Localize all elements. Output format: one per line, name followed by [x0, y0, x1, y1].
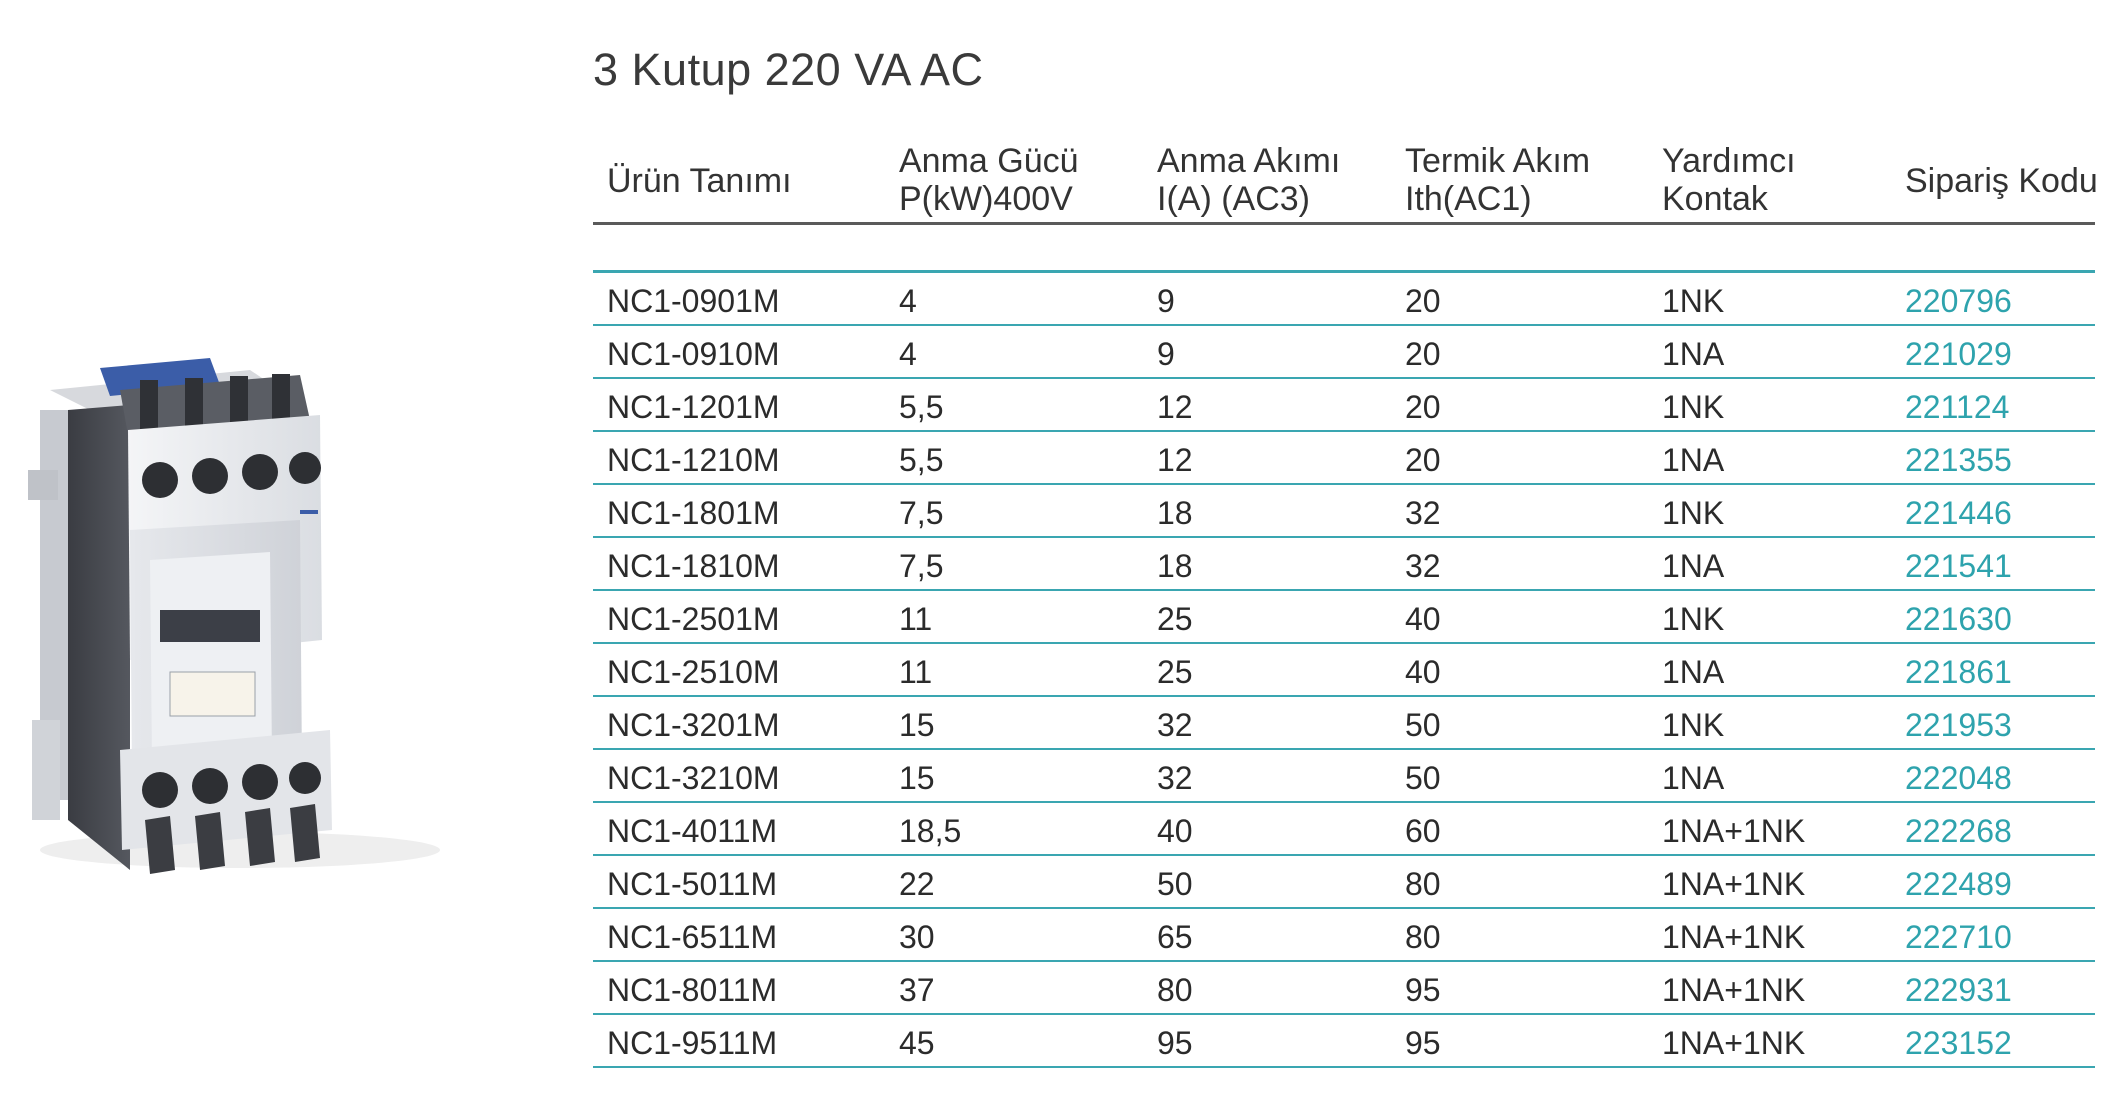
cell-siparis-kodu[interactable]: 220796 [1905, 283, 2012, 319]
cell-siparis-kodu[interactable]: 221953 [1905, 707, 2012, 743]
cell-anma-gucu: 5,5 [899, 389, 944, 425]
cell-termik-akim: 80 [1405, 866, 1441, 902]
cell-termik-akim: 50 [1405, 760, 1441, 796]
header-label-line1: Anma Akımı [1157, 142, 1341, 180]
cell-anma-gucu: 11 [899, 654, 933, 690]
cell-urun-tanimi: NC1-4011M [607, 813, 778, 849]
cell-anma-akimi: 65 [1157, 919, 1193, 955]
cell-siparis-kodu[interactable]: 221446 [1905, 495, 2012, 531]
header-anma-akimi [1157, 142, 1340, 218]
cell-siparis-kodu[interactable]: 223152 [1905, 1025, 2012, 1061]
cell-anma-akimi: 9 [1157, 336, 1175, 372]
cell-anma-akimi: 95 [1157, 1025, 1193, 1061]
cell-yardimci-kontak: 1NA [1662, 654, 1725, 690]
header-yardimci-kontak [1662, 142, 1796, 218]
cell-urun-tanimi: NC1-1210M [607, 442, 780, 478]
cell-urun-tanimi: NC1-6511M [607, 919, 778, 955]
header-label-line2: I(A) (AC3) [1157, 180, 1310, 218]
table-row [593, 909, 2095, 962]
table-row [593, 485, 2095, 538]
cell-yardimci-kontak: 1NA+1NK [1662, 919, 1806, 955]
table-row [593, 962, 2095, 1015]
cell-termik-akim: 60 [1405, 813, 1441, 849]
cell-anma-gucu: 5,5 [899, 442, 944, 478]
cell-anma-akimi: 80 [1157, 972, 1193, 1008]
cell-termik-akim: 95 [1405, 972, 1441, 1008]
cell-anma-akimi: 25 [1157, 601, 1193, 637]
table-row [593, 697, 2095, 750]
cell-anma-akimi: 18 [1157, 495, 1193, 531]
cell-anma-gucu: 37 [899, 972, 935, 1008]
cell-termik-akim: 80 [1405, 919, 1441, 955]
cell-urun-tanimi: NC1-3201M [607, 707, 780, 743]
header-label: Sipariş Kodu [1905, 162, 2098, 200]
cell-yardimci-kontak: 1NK [1662, 283, 1725, 319]
header-label: Ürün Tanımı [607, 162, 792, 200]
cell-anma-akimi: 32 [1157, 707, 1193, 743]
cell-anma-akimi: 25 [1157, 654, 1193, 690]
cell-siparis-kodu[interactable]: 222931 [1905, 972, 2012, 1008]
header-label-line1: Termik Akım [1405, 142, 1591, 180]
cell-termik-akim: 20 [1405, 389, 1441, 425]
header-label-line1: Anma Gücü [899, 142, 1079, 180]
cell-siparis-kodu[interactable]: 221541 [1905, 548, 2012, 584]
cell-termik-akim: 20 [1405, 283, 1441, 319]
cell-yardimci-kontak: 1NK [1662, 389, 1725, 425]
table-row [593, 379, 2095, 432]
cell-anma-gucu: 7,5 [899, 548, 944, 584]
cell-urun-tanimi: NC1-8011M [607, 972, 778, 1008]
table-row [593, 803, 2095, 856]
cell-siparis-kodu[interactable]: 222268 [1905, 813, 2012, 849]
cell-urun-tanimi: NC1-1201M [607, 389, 780, 425]
header-anma-gucu [899, 142, 1079, 218]
cell-urun-tanimi: NC1-0910M [607, 336, 780, 372]
cell-siparis-kodu[interactable]: 221630 [1905, 601, 2012, 637]
header-label-line2: P(kW)400V [899, 180, 1073, 218]
cell-anma-gucu: 7,5 [899, 495, 944, 531]
cell-siparis-kodu[interactable]: 221124 [1905, 389, 2010, 425]
table-row [593, 273, 2095, 326]
cell-anma-gucu: 15 [899, 707, 935, 743]
header-label-line2: Ith(AC1) [1405, 180, 1532, 218]
cell-urun-tanimi: NC1-2510M [607, 654, 780, 690]
table-row [593, 1015, 2095, 1068]
table-row [593, 644, 2095, 697]
header-termik-akim [1405, 142, 1590, 218]
cell-yardimci-kontak: 1NK [1662, 495, 1725, 531]
cell-urun-tanimi: NC1-1810M [607, 548, 780, 584]
header-siparis-kodu [1905, 162, 2098, 200]
header-urun-tanimi [607, 162, 792, 200]
cell-termik-akim: 32 [1405, 548, 1441, 584]
cell-urun-tanimi: NC1-2501M [607, 601, 780, 637]
cell-anma-gucu: 22 [899, 866, 935, 902]
cell-siparis-kodu[interactable]: 222048 [1905, 760, 2012, 796]
product-table [593, 142, 2098, 1068]
cell-siparis-kodu[interactable]: 222710 [1905, 919, 2012, 955]
table-row [593, 538, 2095, 591]
cell-urun-tanimi: NC1-1801M [607, 495, 780, 531]
cell-yardimci-kontak: 1NA+1NK [1662, 866, 1806, 902]
cell-termik-akim: 95 [1405, 1025, 1441, 1061]
table-header [593, 142, 2098, 225]
cell-anma-akimi: 40 [1157, 813, 1193, 849]
header-label-line2: Kontak [1662, 180, 1768, 218]
cell-yardimci-kontak: 1NK [1662, 707, 1725, 743]
cell-termik-akim: 20 [1405, 442, 1441, 478]
cell-termik-akim: 40 [1405, 601, 1441, 637]
table-row [593, 326, 2095, 379]
page-title: 3 Kutup 220 VA AC [593, 44, 984, 95]
cell-anma-gucu: 15 [899, 760, 935, 796]
cell-yardimci-kontak: 1NA [1662, 442, 1725, 478]
contactor-product-icon [10, 350, 470, 890]
cell-anma-akimi: 9 [1157, 283, 1175, 319]
cell-anma-gucu: 4 [899, 336, 917, 372]
cell-yardimci-kontak: 1NA+1NK [1662, 813, 1806, 849]
header-spacer [593, 225, 2095, 273]
cell-siparis-kodu[interactable]: 221029 [1905, 336, 2012, 372]
table-row [593, 432, 2095, 485]
cell-anma-akimi: 32 [1157, 760, 1193, 796]
cell-siparis-kodu[interactable]: 221861 [1905, 654, 2012, 690]
cell-urun-tanimi: NC1-3210M [607, 760, 780, 796]
cell-yardimci-kontak: 1NA+1NK [1662, 1025, 1806, 1061]
cell-siparis-kodu[interactable]: 222489 [1905, 866, 2012, 902]
cell-yardimci-kontak: 1NK [1662, 601, 1725, 637]
header-label-line1: Yardımcı [1662, 142, 1796, 180]
cell-anma-gucu: 30 [899, 919, 935, 955]
cell-urun-tanimi: NC1-0901M [607, 283, 780, 319]
table-row [593, 750, 2095, 803]
cell-termik-akim: 20 [1405, 336, 1441, 372]
cell-anma-akimi: 18 [1157, 548, 1193, 584]
cell-urun-tanimi: NC1-5011M [607, 866, 778, 902]
cell-anma-gucu: 11 [899, 601, 933, 637]
cell-anma-akimi: 50 [1157, 866, 1193, 902]
cell-anma-gucu: 4 [899, 283, 917, 319]
cell-anma-gucu: 45 [899, 1025, 935, 1061]
table-row [593, 591, 2095, 644]
cell-yardimci-kontak: 1NA [1662, 760, 1725, 796]
table-body [593, 273, 2095, 1068]
cell-yardimci-kontak: 1NA+1NK [1662, 972, 1806, 1008]
cell-yardimci-kontak: 1NA [1662, 548, 1725, 584]
cell-siparis-kodu[interactable]: 221355 [1905, 442, 2012, 478]
cell-termik-akim: 50 [1405, 707, 1441, 743]
cell-termik-akim: 32 [1405, 495, 1441, 531]
cell-urun-tanimi: NC1-9511M [607, 1025, 778, 1061]
cell-yardimci-kontak: 1NA [1662, 336, 1725, 372]
cell-anma-gucu: 18,5 [899, 813, 962, 849]
cell-termik-akim: 40 [1405, 654, 1441, 690]
cell-anma-akimi: 12 [1157, 389, 1193, 425]
table-row [593, 856, 2095, 909]
cell-anma-akimi: 12 [1157, 442, 1193, 478]
